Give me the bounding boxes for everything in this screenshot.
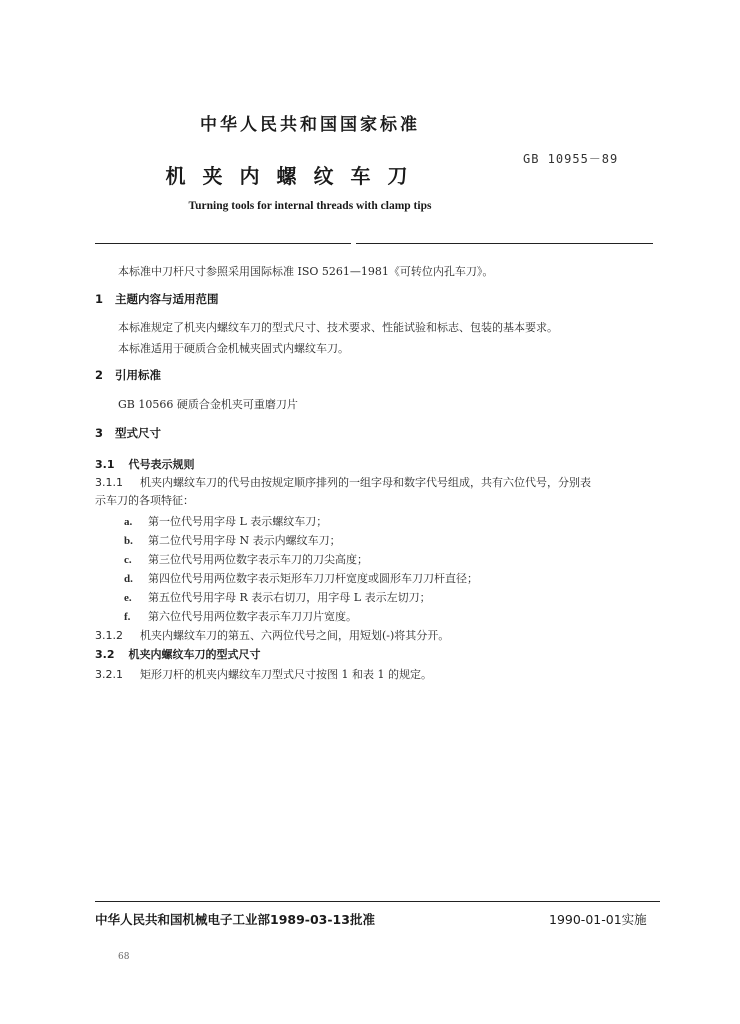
clause-3-1-1-line-1 bbox=[95, 474, 591, 490]
clause-3-1-1-line-2: 示车刀的各项特征： bbox=[95, 494, 194, 507]
clause-3-1-2 bbox=[95, 627, 449, 643]
list-item-text: 第六位代号用两位数字表示车刀刀片宽度。 bbox=[148, 610, 357, 623]
clause-3-2-1 bbox=[95, 666, 432, 682]
document-title: 机夹内螺纹车刀 bbox=[165, 164, 425, 188]
section-number: 3 bbox=[95, 426, 104, 440]
section-title: 代号表示规则 bbox=[128, 458, 195, 471]
section-title: 主题内容与适用范围 bbox=[115, 292, 219, 306]
clause-number: 3.1.2 bbox=[95, 629, 123, 642]
list-item-text: 第四位代号用两位数字表示矩形车刀刀杆宽度或圆形车刀刀杆直径； bbox=[148, 572, 478, 585]
section-number: 3.1 bbox=[95, 458, 115, 471]
approval-statement: 中华人民共和国机械电子工业部1989-03-13批准 bbox=[95, 912, 375, 927]
section-title: 引用标准 bbox=[115, 368, 162, 382]
section-3-1-heading bbox=[95, 456, 195, 472]
list-item bbox=[124, 551, 368, 567]
list-item-label: e. bbox=[124, 592, 132, 604]
header-rule-left bbox=[95, 243, 351, 244]
section-number: 1 bbox=[95, 292, 104, 306]
clause-number: 3.1.1 bbox=[95, 476, 123, 489]
list-item-text: 第三位代号用两位数字表示车刀的刀尖高度； bbox=[148, 553, 368, 566]
clause-text: 机夹内螺纹车刀的第五、六两位代号之间，用短划(-)将其分开。 bbox=[140, 629, 450, 642]
implementation-date: 1990-01-01实施 bbox=[549, 912, 647, 927]
section-number: 3.2 bbox=[95, 648, 115, 661]
section-number: 2 bbox=[95, 368, 104, 382]
page-number: 68 bbox=[118, 952, 130, 962]
section-1-paragraph-2: 本标准适用于硬质合金机械夹固式内螺纹车刀。 bbox=[118, 342, 349, 355]
standard-number: GB 10955－89 bbox=[523, 152, 619, 166]
intro-paragraph: 本标准中刀杆尺寸参照采用国际标准 ISO 5261—1981《可转位内孔车刀》。 bbox=[118, 265, 494, 278]
list-item-label: b. bbox=[124, 535, 133, 547]
section-title: 机夹内螺纹车刀的型式尺寸 bbox=[128, 648, 261, 661]
list-item-label: d. bbox=[124, 573, 133, 585]
list-item bbox=[124, 532, 341, 548]
section-title: 型式尺寸 bbox=[115, 426, 162, 440]
clause-text: 机夹内螺纹车刀的代号由按规定顺序排列的一组字母和数字代号组成，共有六位代号，分别表 bbox=[140, 476, 591, 489]
list-item-text: 第一位代号用字母 L 表示螺纹车刀； bbox=[148, 515, 328, 528]
list-item bbox=[124, 589, 431, 605]
footer-rule bbox=[95, 901, 660, 902]
section-2-heading bbox=[95, 367, 161, 383]
clause-text: 矩形刀杆的机夹内螺纹车刀型式尺寸按图 1 和表 1 的规定。 bbox=[140, 668, 432, 681]
section-3-heading bbox=[95, 425, 161, 441]
list-item-text: 第二位代号用字母 N 表示内螺纹车刀； bbox=[148, 534, 341, 547]
clause-number: 3.2.1 bbox=[95, 668, 123, 681]
list-item bbox=[124, 608, 357, 624]
list-item-label: a. bbox=[124, 516, 133, 528]
section-3-2-heading bbox=[95, 646, 261, 662]
section-1-paragraph-1: 本标准规定了机夹内螺纹车刀的型式尺寸、技术要求、性能试验和标志、包装的基本要求。 bbox=[118, 321, 558, 334]
list-item bbox=[124, 570, 478, 586]
list-item-label: f. bbox=[124, 611, 131, 623]
list-item-text: 第五位代号用字母 R 表示右切刀，用字母 L 表示左切刀； bbox=[148, 591, 431, 604]
english-title: Turning tools for internal threads with clamp tips bbox=[188, 200, 432, 212]
list-item bbox=[124, 513, 327, 529]
standard-category-title: 中华人民共和国国家标准 bbox=[200, 115, 420, 135]
header-rule-right bbox=[356, 243, 653, 244]
section-1-heading bbox=[95, 291, 219, 307]
referenced-standard: GB 10566 硬质合金机夹可重磨刀片 bbox=[118, 398, 298, 411]
list-item-label: c. bbox=[124, 554, 132, 566]
